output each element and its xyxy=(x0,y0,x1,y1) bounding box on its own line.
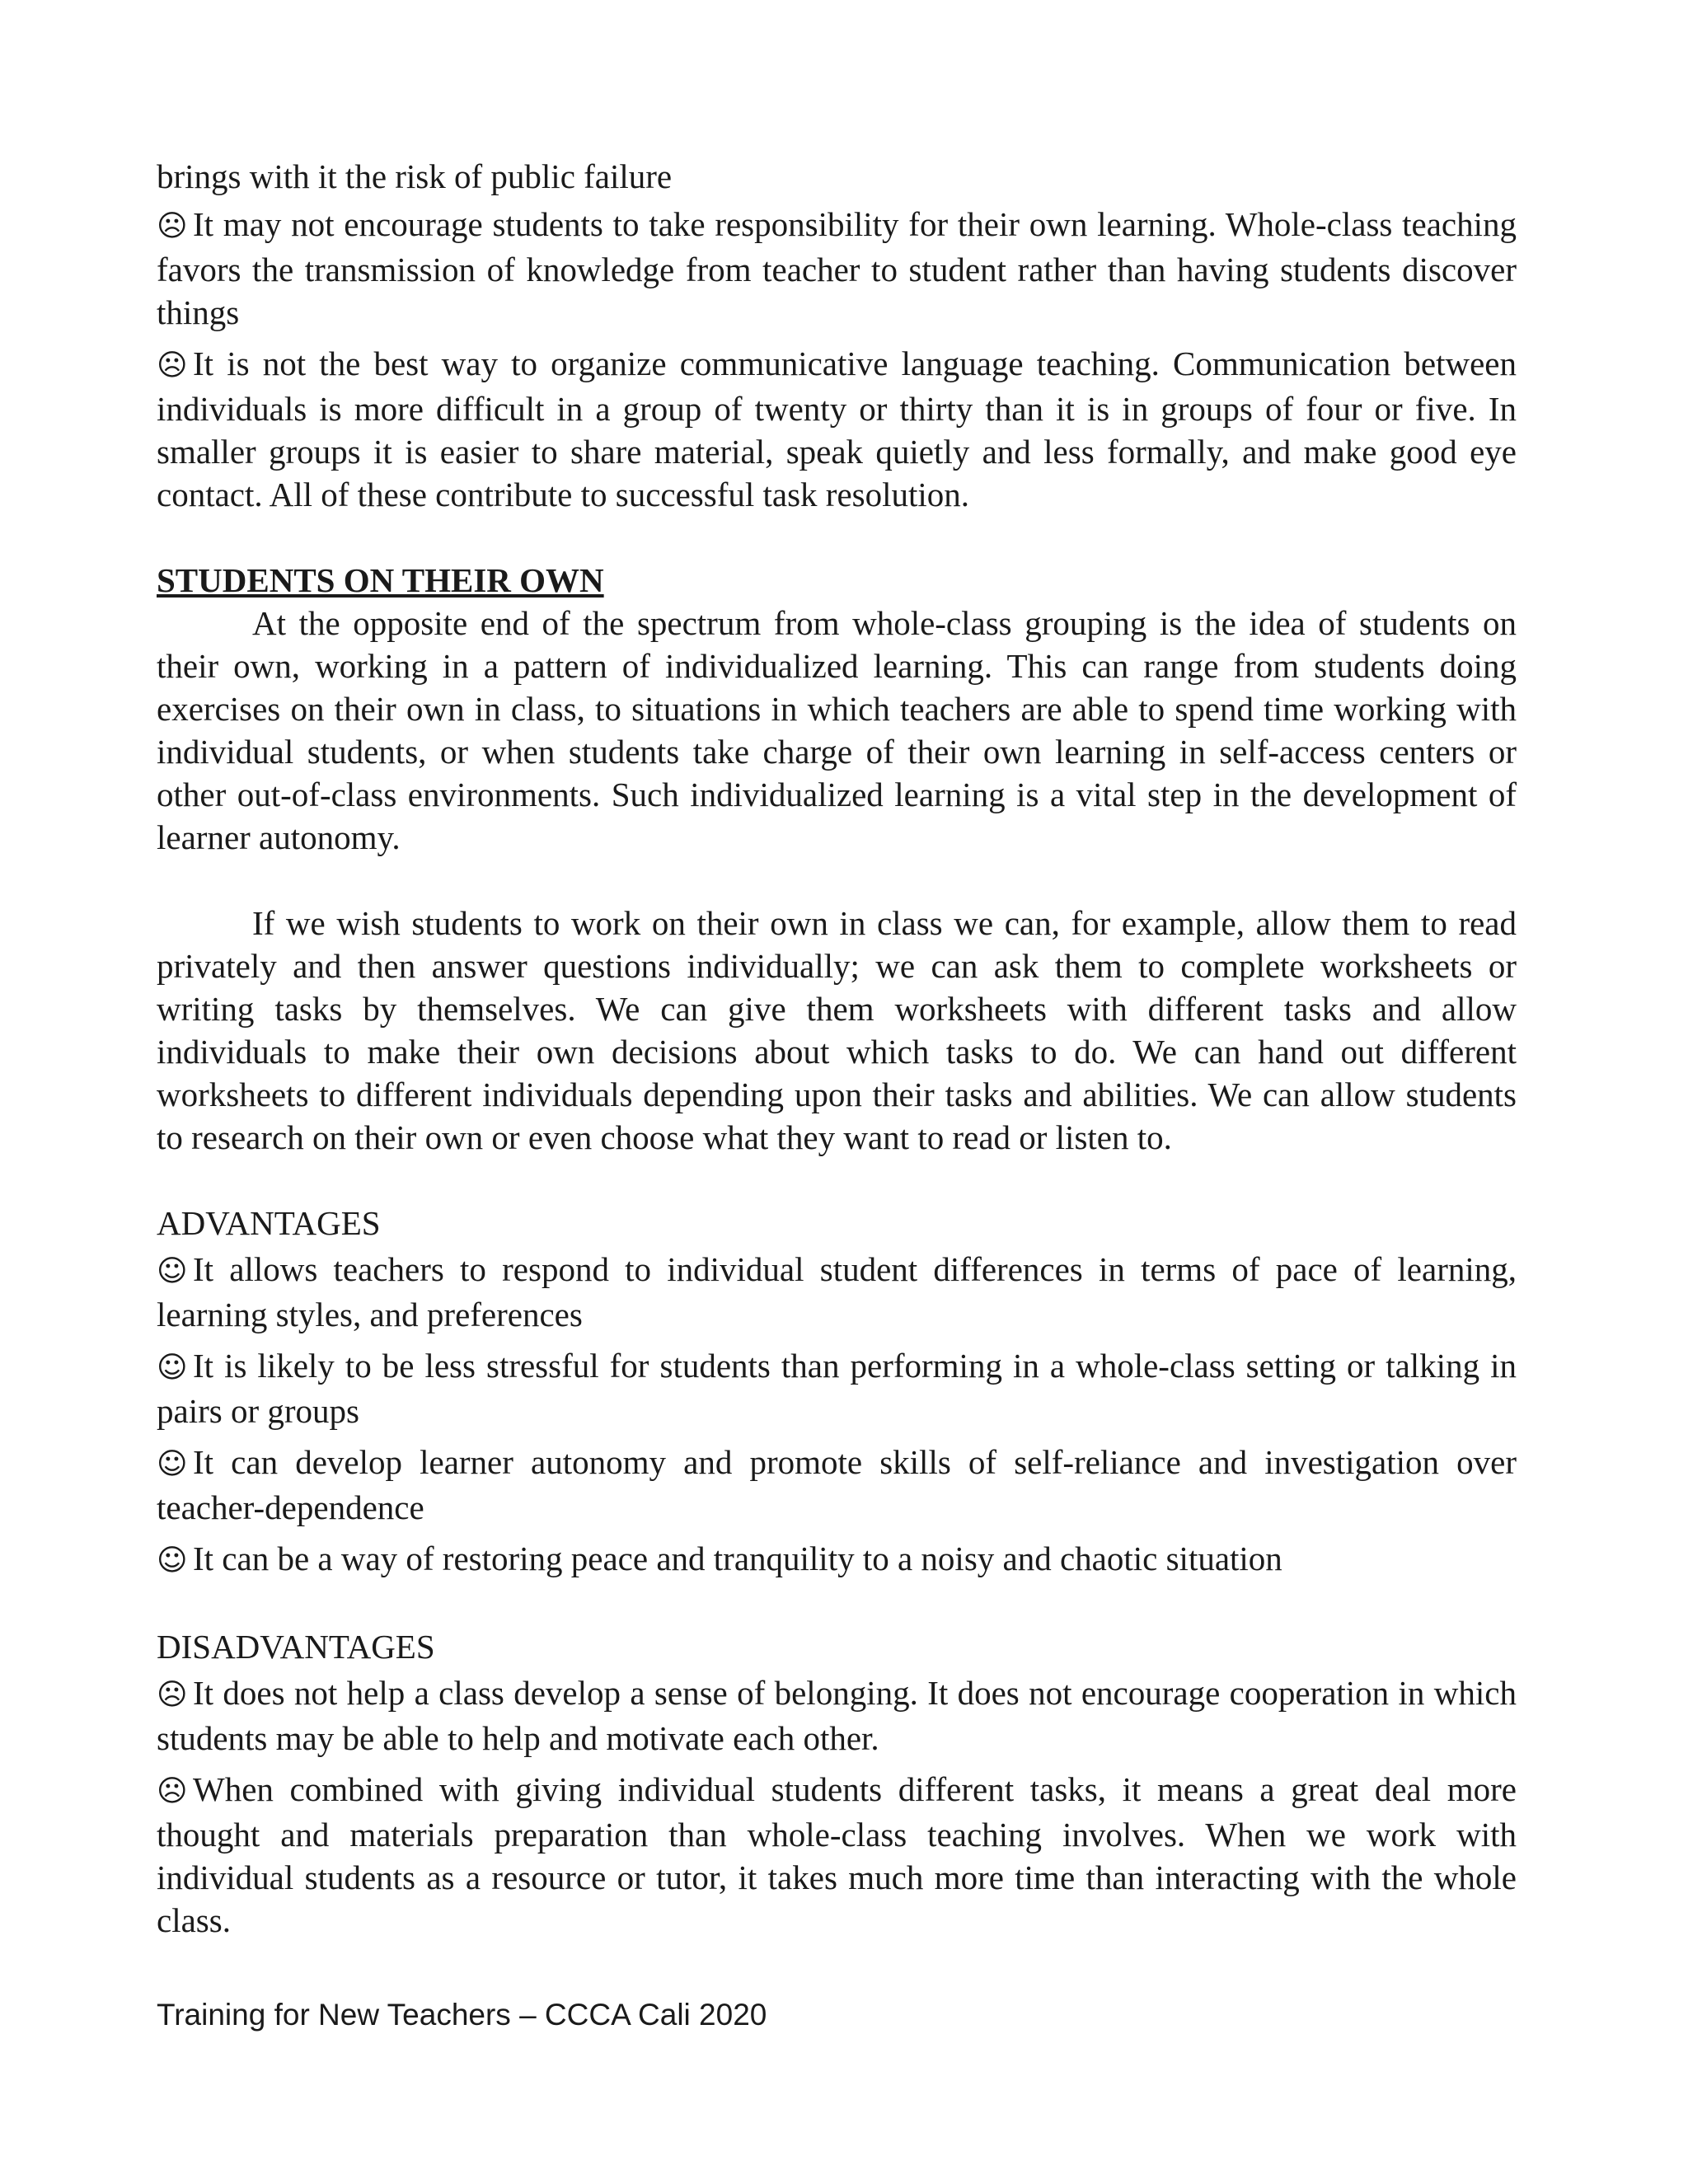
item-text: It does not help a class develop a sense of belonging. It does not encourage cooperation in which students may be able to help and motivate each other. xyxy=(157,1674,1517,1757)
item-text: It is not the best way to organize communicative language teaching. Communication between individuals is more difficult in a group of twenty or thirty than it is in groups of four or five. In smaller groups it is easier to share material, speak quietly and less formally, and make good eye contact. All of these contribute to successful task resolution. xyxy=(157,344,1517,513)
advantage-item xyxy=(157,1248,1517,1336)
item-text: It allows teachers to respond to individual student differences in terms of pace of learning, learning styles, and preferences xyxy=(157,1250,1517,1333)
advantages-label: ADVANTAGES xyxy=(157,1204,381,1242)
disadvantage-item xyxy=(157,1671,1517,1760)
whole-class-disadvantage-item xyxy=(157,342,1517,516)
smiley-face-icon: ☺ xyxy=(157,1351,188,1385)
section-paragraph: If we wish students to work on their own in class we can, for example, allow them to read privately and then answer questions individually; we can ask them to complete worksheets or writing tasks by themselves. We can give them worksheets with different tasks and allow individuals to make their own decisions about which tasks to do. We can hand out different worksheets to different individuals depending upon their tasks and abilities. We can allow students to research on their own or even choose what they want to read or listen to. xyxy=(157,904,1517,1156)
item-text: It can be a way of restoring peace and tranquility to a noisy and chaotic situation xyxy=(193,1540,1282,1577)
smiley-face-icon: ☺ xyxy=(157,1447,188,1481)
item-text: It can develop learner autonomy and promote skills of self-reliance and investigation over teacher-dependence xyxy=(157,1443,1517,1526)
frowning-face-icon: ☹ xyxy=(157,1774,188,1808)
continuation-line: brings with it the risk of public failure xyxy=(157,157,673,195)
frowning-face-icon: ☹ xyxy=(157,1678,188,1712)
advantage-item xyxy=(157,1441,1517,1529)
disadvantages-label: DISADVANTAGES xyxy=(157,1628,435,1666)
page-footer: Training for New Teachers – CCCA Cali 2020 xyxy=(157,1998,767,2032)
smiley-face-icon: ☺ xyxy=(157,1544,188,1577)
frowning-face-icon: ☹ xyxy=(157,209,188,243)
section-paragraph: At the opposite end of the spectrum from whole-class grouping is the idea of students on their own, working in a pattern of individualized learning. This can range from students doing exercises on their own in class, to situations in which teachers are able to spend time working with individual students, or when students take charge of their own learning in self-access centers or other out-of-class environments. Such individualized learning is a vital step in the development of learner autonomy. xyxy=(157,604,1517,856)
disadvantage-item xyxy=(157,1768,1517,1942)
item-text: When combined with giving individual students different tasks, it means a great deal more thought and materials preparation than whole-class teaching involves. When we work with individual students as a resource or tutor, it takes much more time than interacting with the whole class. xyxy=(157,1770,1517,1939)
item-text: It is likely to be less stressful for students than performing in a whole-class setting or talking in pairs or groups xyxy=(157,1347,1517,1430)
smiley-face-icon: ☺ xyxy=(157,1254,188,1288)
frowning-face-icon: ☹ xyxy=(157,349,188,382)
document-page xyxy=(157,155,1517,1942)
advantage-item xyxy=(157,1344,1517,1432)
advantage-item xyxy=(157,1537,1517,1582)
item-text: It may not encourage students to take responsibility for their own learning. Whole-class teaching favors the transmission of knowledge from teacher to student rather than having students discover things xyxy=(157,205,1517,331)
whole-class-disadvantage-item xyxy=(157,203,1517,334)
section-heading: STUDENTS ON THEIR OWN xyxy=(157,561,604,599)
spacer xyxy=(157,859,1517,902)
